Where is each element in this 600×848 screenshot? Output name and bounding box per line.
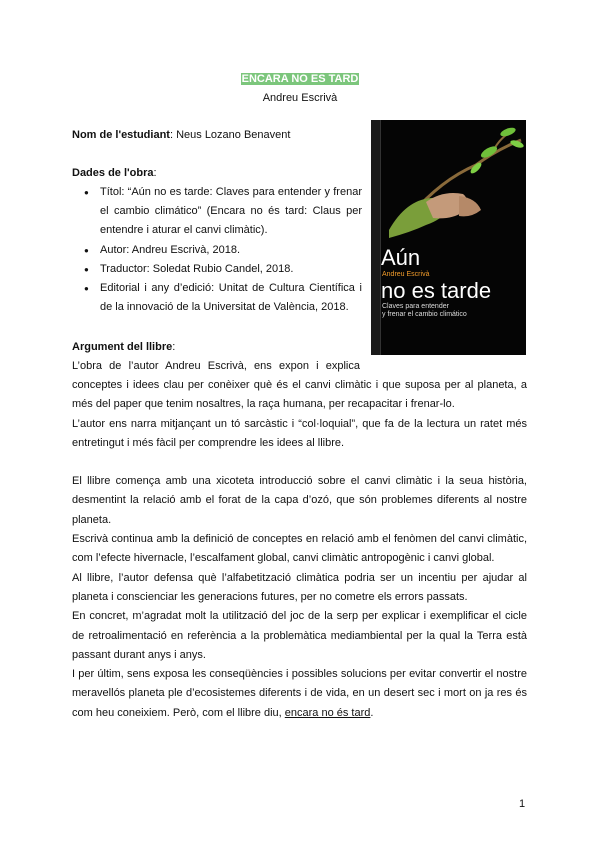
- work-info-list: [72, 183, 362, 317]
- list-item: ● Traductor: Soledat Rubio Candel, 2018.: [72, 260, 362, 279]
- closing-period: .: [370, 706, 374, 719]
- paragraph-7-text: I per últim, sens exposa les conseqüències i possibles solucions per evitar convertir el nostre meravellós planeta ple d’ecosistemes diferents i de vida, en un desert sec i mort on ja res és com heu coneixiem. Però, com el llibre diu,: [72, 668, 527, 719]
- cover-subtitle: [382, 303, 467, 319]
- work-colon: :: [153, 167, 157, 179]
- argument-colon: :: [172, 341, 176, 353]
- document-title: [0, 73, 600, 85]
- cover-title-line1: Aún: [381, 245, 421, 270]
- paragraph-3: El llibre comença amb una xicoteta introducció sobre el canvi climàtic i la seua història, desmentint la relació amb el forat de la capa d’ozó, que són problemes diferents al nostre planeta.: [72, 475, 527, 526]
- paragraph-text: L’obra de l’autor Andreu Escrivà, ens expon i explica: [72, 360, 360, 372]
- paragraph-6: En concret, m’agradat molt la utilització del joc de la serp per explicar i exemplificar el cicle de retroalimentació en referència a la problemàtica mediambiental per la qual la Terra està passant durant anys i anys.: [72, 610, 527, 661]
- paragraph-1-first-line: [72, 357, 360, 376]
- cover-subtitle-line1: Claves para entender: [382, 303, 449, 310]
- cover-subtitle-line2: y frenar el cambio climático: [382, 311, 467, 318]
- body-text: [72, 376, 527, 723]
- paragraph-4: Escrivà continua amb la definició de conceptes en relació amb el fenòmen del canvi climàtic, com l’efecte hivernacle, l’escalfament global, canvi climàtic antropogènic i canvi global.: [72, 533, 527, 565]
- document-author: Andreu Escrivà: [262, 92, 338, 104]
- work-label: Dades de l'obra: [72, 167, 154, 179]
- list-item: ● Autor: Andreu Escrivà, 2018.: [72, 241, 362, 260]
- hands-branch-illustration: [371, 120, 526, 240]
- paragraph-7: [72, 665, 527, 723]
- cover-title-line2: no es tarde: [381, 278, 492, 303]
- list-item: ● Editorial i any d’edició: Unitat de Cultura Científica i de la innovació de la Universitat de València, 2018.: [72, 279, 362, 317]
- page-number: 1: [519, 798, 526, 810]
- student-value: : Neus Lozano Benavent: [169, 129, 291, 141]
- closing-phrase: encara no és tard: [284, 706, 371, 719]
- paragraph-1-rest: conceptes i idees clau per conèixer què és el canvi climàtic i que suposa per al planeta, a més del paper que tenim nosaltres, la raça humana, per recapacitar i frenar-lo.: [72, 379, 527, 411]
- book-cover-image: [371, 120, 526, 355]
- argument-label: Argument del llibre: [72, 341, 173, 353]
- argument-heading: [72, 338, 527, 357]
- title-highlight: ENCARA NO ES TARD: [241, 73, 359, 85]
- paragraph-2: L’autor ens narra mitjançant un tó sarcàstic i “col·loquial”, que fa de la lectura un ratet més entretingut i més fàcil per comprendre les idees al llibre.: [72, 417, 527, 449]
- list-item: ● Títol: “Aún no es tarde: Claves para entender y frenar el cambio climático” (Encara no és tard: Claus per entendre i aturar el canvi climàtic).: [72, 183, 362, 241]
- paragraph-5: Al llibre, l’autor defensa què l’alfabetització climàtica podria ser un incentiu per ajudar al planeta i conscienciar les generacions futures, per no cometre els errors passats.: [72, 571, 527, 603]
- cover-author: Andreu Escrivà: [382, 271, 430, 278]
- student-label: Nom de l'estudiant: [72, 129, 170, 141]
